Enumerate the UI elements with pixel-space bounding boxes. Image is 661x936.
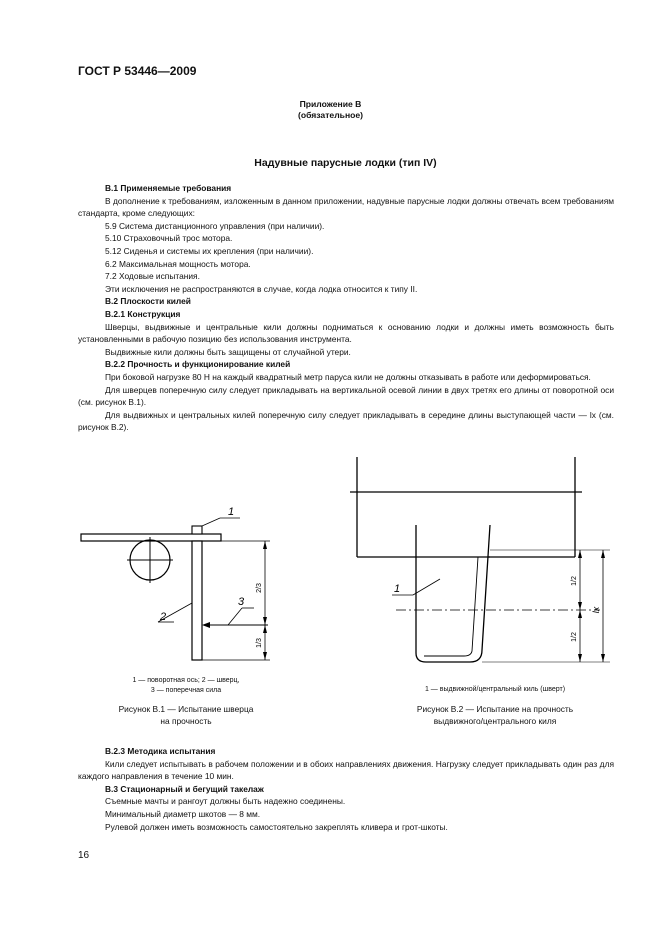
paragraph: 5.10 Страховочный трос мотора. xyxy=(105,233,233,244)
caption-b1-line1: Рисунок В.1 — Испытание шверца xyxy=(118,704,254,714)
standard-header: ГОСТ Р 53446—2009 xyxy=(78,64,197,78)
annex-label: Приложение В xyxy=(299,99,362,109)
paragraph: Кили следует испытывать в рабочем положении и в обоих направлениях движения. Нагрузку следует прикладывать один раз для каждого направления в течение 10 мин. xyxy=(78,758,614,782)
figure-b1-diagram xyxy=(78,500,288,670)
paragraph: Шверцы, выдвижные и центральные кили должны подниматься к основанию лодки и должны иметь возможность быть установленными в рабочую позицию без использования инструмента. xyxy=(78,321,614,345)
callout-3: 3 xyxy=(238,596,245,608)
caption-b1-line2: на прочность xyxy=(160,716,212,726)
figure-b1-legend xyxy=(86,676,286,696)
section-heading: В.2.1 Конструкция xyxy=(105,308,181,319)
page-number: 16 xyxy=(78,850,90,861)
force-arrowhead xyxy=(202,622,210,628)
paragraph: Минимальный диаметр шкотов — 8 мм. xyxy=(105,808,261,819)
paragraph: Для выдвижных и центральных килей поперечную силу следует прикладывать в середине длины выступающей части — lx (см. рисунок В.2). xyxy=(78,409,614,433)
section-heading: В.2 Плоскости килей xyxy=(105,296,191,307)
paragraph: 5.9 Система дистанционного управления (при наличии). xyxy=(105,220,325,231)
section-heading: В.2.3 Методика испытания xyxy=(105,746,216,756)
paragraph: 7.2 Ходовые испытания. xyxy=(105,271,200,282)
body-text-lower xyxy=(78,745,614,833)
paragraph: В дополнение к требованиям, изложенным в данном приложении, надувные парусные лодки должны отвечать всем требованиям стандарта, кроме следующих: xyxy=(78,195,614,219)
annex-heading xyxy=(0,99,661,121)
paragraph: 6.2 Максимальная мощность мотора. xyxy=(105,258,251,269)
figure-b2-caption xyxy=(370,703,620,727)
body-text-upper xyxy=(78,182,614,434)
figure-b2-legend: 1 — выдвижной/центральный киль (шверт) xyxy=(424,686,566,693)
centreboard xyxy=(192,541,202,660)
caption-b2-line1: Рисунок В.2 — Испытание на прочность xyxy=(416,704,574,714)
callout2-1: 1 xyxy=(394,583,401,595)
dim-upper-label: 2/3 xyxy=(256,583,263,593)
figure-b2-diagram xyxy=(340,455,620,670)
paragraph: Съемные мачты и рангоут должны быть надежно соединены. xyxy=(105,796,346,807)
dim2-total-label: lx xyxy=(591,606,601,614)
annex-status: (обязательное) xyxy=(297,110,364,120)
section-heading: В.1 Применяемые требования xyxy=(105,183,232,193)
paragraph: Эти исключения не распространяются в случае, когда лодка относится к типу II. xyxy=(105,283,418,294)
paragraph: Рулевой должен иметь возможность самостоятельно закреплять кливера и грот-шкоты. xyxy=(105,821,448,832)
figure-b1-caption xyxy=(86,703,286,727)
paragraph: 5.12 Сиденья и системы их крепления (при наличии). xyxy=(105,245,314,256)
paragraph: Для шверцев поперечную силу следует прикладывать на вертикальной осевой линии в двух третях его длины от поворотной оси (см. рисунок В.1). xyxy=(78,384,614,408)
callout-2: 2 xyxy=(160,611,167,623)
pivot-block xyxy=(192,526,202,534)
legend-b1-line2: 3 — поперечная сила xyxy=(150,687,222,694)
keel xyxy=(416,525,490,662)
dim-lower-label: 1/3 xyxy=(256,638,263,648)
dim2-upper-label: 1/2 xyxy=(571,576,578,586)
legend-b1-line1: 1 — поворотная ось; 2 — шверц, xyxy=(132,677,240,684)
section-heading: В.3 Стационарный и бегущий такелаж xyxy=(105,783,264,794)
dim2-lower-label: 1/2 xyxy=(571,632,578,642)
paragraph: Выдвижные кили должны быть защищены от случайной утери. xyxy=(105,346,351,357)
caption-b2-line2: выдвижного/центрального киля xyxy=(433,716,557,726)
paragraph: При боковой нагрузке 80 Н на каждый квадратный метр паруса кили не должны отказывать в работе или деформироваться. xyxy=(105,371,591,382)
section-heading: В.2.2 Прочность и функционирование килей xyxy=(105,359,291,370)
annex-title: Надувные парусные лодки (тип IV) xyxy=(254,157,437,169)
callout-1: 1 xyxy=(228,506,235,518)
